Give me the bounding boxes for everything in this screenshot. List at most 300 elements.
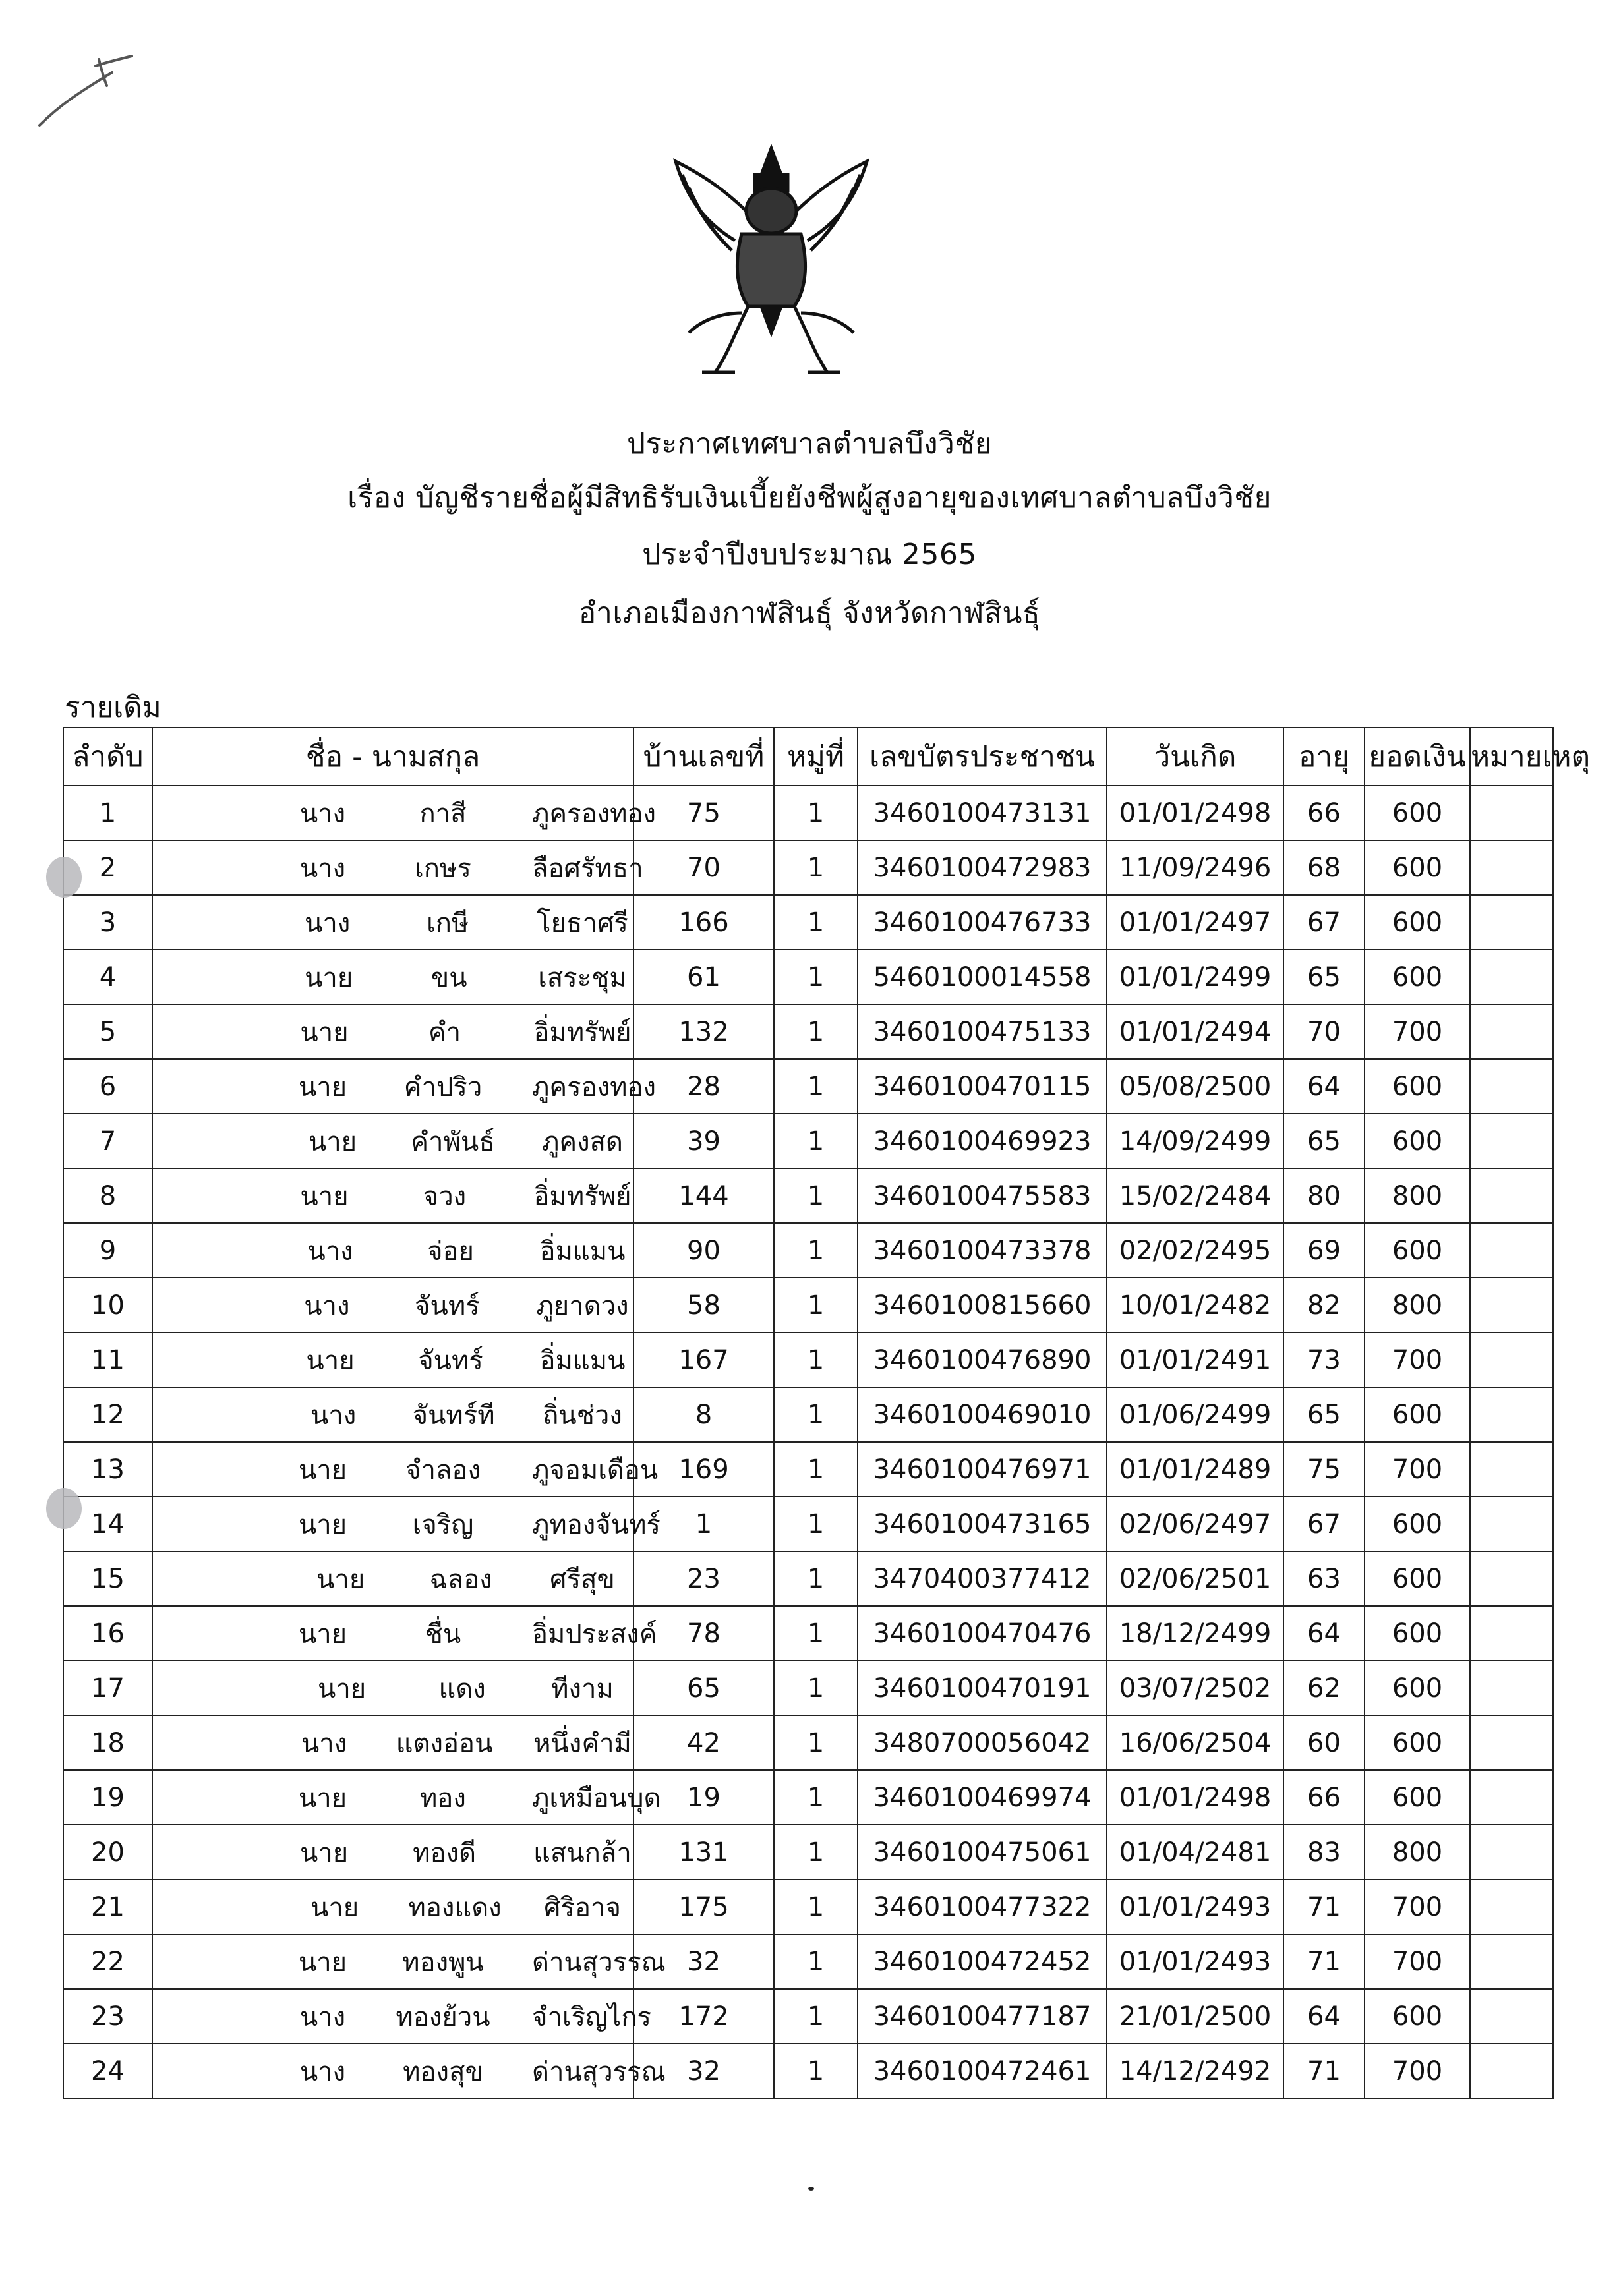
cell-moo: 1 [774,2044,858,2098]
cell-name [152,1497,661,1551]
cell-name [152,2044,666,2098]
col-header-amount: ยอดเงิน [1365,728,1470,786]
cell-note [1470,950,1553,1004]
cell-name [152,786,657,840]
name-title: นาย [298,1072,347,1103]
name-title: นาง [304,1290,350,1321]
cell-amount: 600 [1365,1661,1470,1715]
last-name: ศิริอาจ [544,1892,621,1923]
cell-no: 3 [63,895,152,950]
cell-no: 20 [63,1825,152,1880]
name-title: นาย [310,1892,359,1923]
cell-name [152,1114,633,1168]
table-row [63,840,1553,895]
handwritten-mark [33,46,158,138]
first-name: เจริญ [412,1509,474,1540]
cell-age: 66 [1283,786,1365,840]
name-title: นาง [307,1236,353,1267]
table-row [63,786,1553,840]
last-name: ภูจอมเดือน [532,1454,659,1485]
last-name: ภูครองทอง [532,1072,657,1103]
last-name: อิ่มแมน [539,1345,626,1376]
cell-name [152,1278,633,1333]
cell-age: 70 [1283,1004,1365,1059]
table-row [63,2044,1553,2098]
name-title: นาย [308,1126,357,1157]
cell-no: 15 [63,1551,152,1606]
beneficiary-table [63,727,1591,2099]
cell-name [152,1989,651,2044]
cell-amount: 700 [1365,1934,1470,1989]
cell-citizen-id: 3460100470191 [858,1661,1107,1715]
cell-birth-date: 16/06/2504 [1107,1715,1283,1770]
cell-house-no: 23 [633,1551,774,1606]
cell-age: 68 [1283,840,1365,895]
first-name: จ่อย [427,1236,474,1267]
table-row [63,1442,1553,1497]
name-title: นาง [310,1400,357,1431]
name-title: นาง [301,1728,347,1759]
cell-note [1470,895,1553,950]
cell-note [1470,1114,1553,1168]
last-name: ศรีสุข [550,1564,615,1595]
cell-name [152,1333,633,1387]
cell-name [152,1442,659,1497]
table-row [63,1168,1553,1223]
cell-amount: 700 [1365,1442,1470,1497]
cell-birth-date: 01/01/2498 [1107,786,1283,840]
col-header-dob: วันเกิด [1107,728,1283,786]
cell-house-no: 172 [633,1989,774,2044]
cell-citizen-id: 3460100477187 [858,1989,1107,2044]
last-name: ภูคงสด [541,1126,624,1157]
cell-age: 64 [1283,1059,1365,1114]
table-row [63,1551,1553,1606]
name-title: นาย [298,1783,347,1814]
cell-house-no: 19 [633,1770,774,1825]
table-row [63,1934,1553,1989]
cell-note [1470,1059,1553,1114]
cell-moo: 1 [774,1333,858,1387]
cell-birth-date: 01/04/2481 [1107,1825,1283,1880]
cell-house-no: 167 [633,1333,774,1387]
cell-age: 65 [1283,1387,1365,1442]
cell-moo: 1 [774,1551,858,1606]
cell-birth-date: 01/01/2493 [1107,1934,1283,1989]
cell-house-no: 166 [633,895,774,950]
name-title: นาง [299,2056,346,2087]
first-name: จวง [423,1181,467,1212]
cell-age: 65 [1283,1114,1365,1168]
cell-amount: 600 [1365,1551,1470,1606]
first-name: คำ [428,1017,461,1048]
cell-no: 23 [63,1989,152,2044]
first-name: เกษี [427,907,469,938]
cell-name [152,840,643,895]
cell-name [152,1934,666,1989]
cell-birth-date: 02/06/2497 [1107,1497,1283,1551]
table-row [63,1715,1553,1770]
cell-amount: 600 [1365,1770,1470,1825]
cell-birth-date: 15/02/2484 [1107,1168,1283,1223]
name-title: นาง [299,2001,346,2032]
cell-moo: 1 [774,1661,858,1715]
cell-birth-date: 01/01/2499 [1107,950,1283,1004]
cell-birth-date: 01/01/2497 [1107,895,1283,950]
cell-house-no: 78 [633,1606,774,1661]
first-name: ขน [430,962,467,993]
cell-name [152,895,633,950]
col-header-id: เลขบัตรประชาชน [858,728,1107,786]
table-row [63,1114,1553,1168]
cell-citizen-id: 3460100472461 [858,2044,1107,2098]
cell-no: 6 [63,1059,152,1114]
first-name: ทอง [420,1783,466,1814]
cell-no: 5 [63,1004,152,1059]
last-name: อิ่มแมน [539,1236,626,1267]
cell-age: 67 [1283,895,1365,950]
cell-age: 62 [1283,1661,1365,1715]
last-name: ภูยาดวง [536,1290,629,1321]
cell-name [152,1606,657,1661]
cell-citizen-id: 3460100469923 [858,1114,1107,1168]
cell-note [1470,1551,1553,1606]
name-title: นาย [300,1181,349,1212]
cell-moo: 1 [774,1934,858,1989]
cell-moo: 1 [774,950,858,1004]
cell-age: 69 [1283,1223,1365,1278]
cell-no: 12 [63,1387,152,1442]
last-name: จำเริญไกร [532,2001,651,2032]
cell-age: 82 [1283,1278,1365,1333]
name-title: นาง [304,907,351,938]
cell-amount: 600 [1365,1715,1470,1770]
cell-name [152,1551,633,1606]
cell-amount: 600 [1365,840,1470,895]
table-row [63,1333,1553,1387]
cell-citizen-id: 3460100476733 [858,895,1107,950]
section-label: รายเดิม [65,691,162,724]
cell-no: 17 [63,1661,152,1715]
cell-note [1470,1497,1553,1551]
cell-moo: 1 [774,1223,858,1278]
last-name: ทีงาม [551,1673,614,1704]
cell-name [152,1715,633,1770]
cell-house-no: 144 [633,1168,774,1223]
cell-house-no: 32 [633,2044,774,2098]
cell-citizen-id: 3460100469974 [858,1770,1107,1825]
col-header-moo: หมู่ที่ [774,728,858,786]
name-title: นาย [298,1454,347,1485]
cell-note [1470,1004,1553,1059]
cell-citizen-id: 3460100476890 [858,1333,1107,1387]
cell-birth-date: 01/01/2494 [1107,1004,1283,1059]
cell-citizen-id: 3460100815660 [858,1278,1107,1333]
first-name: ทองแดง [408,1892,502,1923]
cell-citizen-id: 3460100470115 [858,1059,1107,1114]
cell-moo: 1 [774,786,858,840]
col-header-age: อายุ [1283,728,1365,786]
cell-birth-date: 01/01/2491 [1107,1333,1283,1387]
cell-house-no: 90 [633,1223,774,1278]
cell-note [1470,1168,1553,1223]
first-name: ทองย้วน [396,2001,490,2032]
last-name: ด่านสุวรรณ [532,2056,666,2087]
cell-no: 9 [63,1223,152,1278]
table-row [63,1497,1553,1551]
cell-age: 64 [1283,1606,1365,1661]
last-name: ภูเหมือนบุด [532,1783,661,1814]
cell-house-no: 131 [633,1825,774,1880]
cell-note [1470,1333,1553,1387]
cell-birth-date: 02/02/2495 [1107,1223,1283,1278]
cell-citizen-id: 3460100473165 [858,1497,1107,1551]
cell-note [1470,1989,1553,2044]
cell-amount: 600 [1365,1114,1470,1168]
cell-no: 10 [63,1278,152,1333]
cell-note [1470,1606,1553,1661]
cell-name [152,1880,633,1934]
cell-note [1470,1387,1553,1442]
cell-house-no: 75 [633,786,774,840]
name-title: นาง [299,798,346,829]
cell-note [1470,1223,1553,1278]
district-province: อำเภอเมืองกาฬสินธุ์ จังหวัดกาฬสินธุ์ [578,596,1041,630]
first-name: คำพันธ์ [411,1126,495,1157]
cell-amount: 600 [1365,950,1470,1004]
last-name: ภูครองทอง [532,798,657,829]
cell-moo: 1 [774,895,858,950]
col-header-house: บ้านเลขที่ [633,728,774,786]
first-name: แดง [438,1673,486,1704]
fiscal-year: ประจำปีงบประมาณ 2565 [642,538,977,571]
cell-note [1470,1661,1553,1715]
table-row [63,1825,1553,1880]
cell-amount: 600 [1365,786,1470,840]
cell-no: 2 [63,840,152,895]
last-name: อิ่มทรัพย์ [533,1017,632,1048]
cell-birth-date: 11/09/2496 [1107,840,1283,895]
cell-no: 13 [63,1442,152,1497]
cell-house-no: 32 [633,1934,774,1989]
table-row [63,1387,1553,1442]
cell-moo: 1 [774,1606,858,1661]
cell-age: 67 [1283,1497,1365,1551]
cell-no: 22 [63,1934,152,1989]
name-title: นาย [316,1564,365,1595]
cell-age: 71 [1283,2044,1365,2098]
col-header-no: ลำดับ [63,728,152,786]
cell-amount: 600 [1365,1387,1470,1442]
cell-name [152,1825,633,1880]
first-name: จำลอง [405,1454,481,1485]
cell-age: 71 [1283,1880,1365,1934]
cell-note [1470,786,1553,840]
cell-citizen-id: 3460100469010 [858,1387,1107,1442]
page-mark [808,2187,814,2191]
cell-birth-date: 21/01/2500 [1107,1989,1283,2044]
cell-house-no: 1 [633,1497,774,1551]
cell-moo: 1 [774,1880,858,1934]
cell-note [1470,1770,1553,1825]
cell-citizen-id: 3460100473131 [858,786,1107,840]
table-row [63,1880,1553,1934]
cell-house-no: 39 [633,1114,774,1168]
punch-hole-mark [46,1488,82,1529]
cell-citizen-id: 3460100472452 [858,1934,1107,1989]
cell-note [1470,1825,1553,1880]
table-row [63,1278,1553,1333]
cell-house-no: 28 [633,1059,774,1114]
cell-name [152,1223,633,1278]
cell-house-no: 132 [633,1004,774,1059]
cell-name [152,1059,657,1114]
cell-birth-date: 14/09/2499 [1107,1114,1283,1168]
cell-citizen-id: 3460100475133 [858,1004,1107,1059]
cell-age: 80 [1283,1168,1365,1223]
cell-no: 4 [63,950,152,1004]
cell-house-no: 58 [633,1278,774,1333]
cell-note [1470,840,1553,895]
first-name: จันทร์ [418,1345,483,1376]
announcement-title: ประกาศเทศบาลตำบลบึงวิชัย [627,427,992,461]
cell-citizen-id: 3460100473378 [858,1223,1107,1278]
last-name: อิ่มทรัพย์ [533,1181,632,1212]
first-name: จันทร์ [415,1290,480,1321]
cell-moo: 1 [774,1278,858,1333]
first-name: ทองพูน [402,1947,484,1978]
cell-birth-date: 01/01/2489 [1107,1442,1283,1497]
cell-note [1470,1442,1553,1497]
cell-no: 18 [63,1715,152,1770]
cell-amount: 800 [1365,1278,1470,1333]
cell-house-no: 65 [633,1661,774,1715]
table-row [63,1606,1553,1661]
cell-amount: 700 [1365,1333,1470,1387]
first-name: เกษร [415,853,471,884]
cell-amount: 700 [1365,1880,1470,1934]
cell-moo: 1 [774,1825,858,1880]
cell-birth-date: 05/08/2500 [1107,1059,1283,1114]
cell-citizen-id: 3470400377412 [858,1551,1107,1606]
cell-amount: 600 [1365,1606,1470,1661]
cell-age: 71 [1283,1934,1365,1989]
cell-birth-date: 01/01/2493 [1107,1880,1283,1934]
cell-birth-date: 02/06/2501 [1107,1551,1283,1606]
first-name: แตงอ่อน [396,1728,493,1759]
name-title: นาย [298,1947,347,1978]
cell-no: 24 [63,2044,152,2098]
cell-note [1470,1278,1553,1333]
cell-moo: 1 [774,1004,858,1059]
cell-no: 14 [63,1497,152,1551]
cell-moo: 1 [774,1168,858,1223]
cell-amount: 600 [1365,895,1470,950]
cell-citizen-id: 3460100477322 [858,1880,1107,1934]
announcement-subject: เรื่อง บัญชีรายชื่อผู้มีสิทธิรับเงินเบี้ยยังชีพผู้สูงอายุของเทศบาลตำบลบึงวิชัย [347,481,1272,515]
table-row [63,950,1553,1004]
first-name: ชื่น [425,1619,461,1650]
cell-moo: 1 [774,1770,858,1825]
cell-no: 8 [63,1168,152,1223]
cell-age: 73 [1283,1333,1365,1387]
cell-age: 60 [1283,1715,1365,1770]
first-name: ทองดี [413,1837,477,1868]
cell-note [1470,1934,1553,1989]
last-name: ด่านสุวรรณ [532,1947,666,1978]
cell-no: 21 [63,1880,152,1934]
last-name: ลือศรัทธา [532,853,643,884]
cell-name [152,1168,633,1223]
cell-amount: 800 [1365,1168,1470,1223]
cell-birth-date: 18/12/2499 [1107,1606,1283,1661]
name-title: นาย [318,1673,367,1704]
cell-birth-date: 01/06/2499 [1107,1387,1283,1442]
first-name: จันทร์ที [412,1400,495,1431]
cell-no: 19 [63,1770,152,1825]
cell-moo: 1 [774,1059,858,1114]
table-row [63,1770,1553,1825]
cell-house-no: 8 [633,1387,774,1442]
col-header-name: ชื่อ - นามสกุล [152,728,633,786]
cell-house-no: 70 [633,840,774,895]
cell-name [152,1387,633,1442]
cell-no: 1 [63,786,152,840]
cell-no: 16 [63,1606,152,1661]
punch-hole-mark [46,857,82,898]
table-header-row [63,728,1553,786]
table-row [63,895,1553,950]
first-name: คำปริว [403,1072,483,1103]
cell-citizen-id: 3480700056042 [858,1715,1107,1770]
cell-amount: 800 [1365,1825,1470,1880]
table-row [63,1004,1553,1059]
cell-citizen-id: 3460100475061 [858,1825,1107,1880]
cell-age: 66 [1283,1770,1365,1825]
cell-no: 7 [63,1114,152,1168]
cell-amount: 600 [1365,1989,1470,2044]
cell-amount: 700 [1365,1004,1470,1059]
table-row [63,1661,1553,1715]
last-name: หนึ่งคำมี [533,1728,632,1759]
first-name: ทองสุข [403,2056,483,2087]
cell-citizen-id: 3460100476971 [858,1442,1107,1497]
cell-no: 11 [63,1333,152,1387]
cell-birth-date: 01/01/2498 [1107,1770,1283,1825]
cell-age: 65 [1283,950,1365,1004]
name-title: นาย [305,962,353,993]
cell-name [152,950,633,1004]
name-title: นาย [298,1509,347,1540]
last-name: ถิ่นช่วง [543,1400,622,1431]
cell-note [1470,2044,1553,2098]
table-row [63,1059,1553,1114]
last-name: โยธาศรี [537,907,628,938]
cell-age: 83 [1283,1825,1365,1880]
cell-name [152,1661,633,1715]
table-row [63,1223,1553,1278]
col-header-note: หมายเหตุ [1470,728,1553,786]
name-title: นาย [306,1345,355,1376]
cell-moo: 1 [774,1989,858,2044]
garuda-emblem-icon [662,135,880,389]
cell-house-no: 61 [633,950,774,1004]
cell-amount: 600 [1365,1223,1470,1278]
cell-note [1470,1715,1553,1770]
cell-birth-date: 10/01/2482 [1107,1278,1283,1333]
name-title: นาย [300,1837,349,1868]
cell-age: 64 [1283,1989,1365,2044]
